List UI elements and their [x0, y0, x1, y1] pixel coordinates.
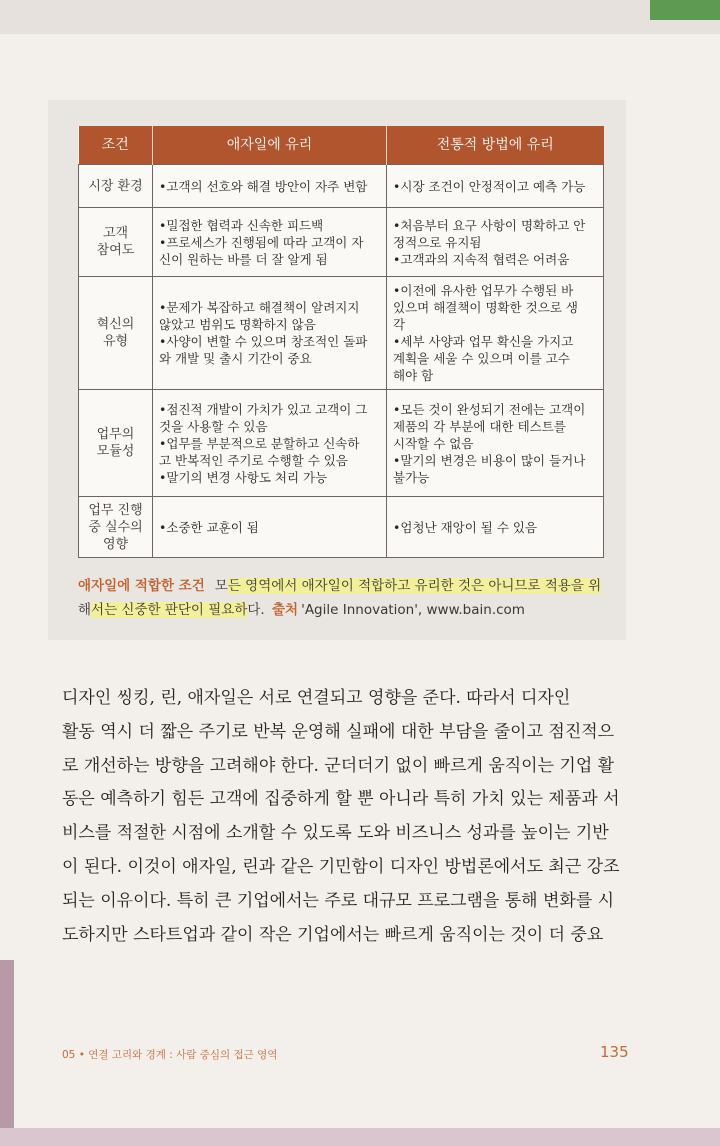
caption-text-pre2: 해	[78, 602, 92, 618]
body-line: 동은 예측하기 힘든 고객에 집중하게 할 뿐 아니라 특히 가치 있는 제품과 서	[62, 789, 620, 810]
table-row	[79, 497, 604, 558]
cell-line: 혁신의	[96, 317, 135, 332]
table-row	[79, 390, 604, 497]
page-number: 135	[600, 1043, 629, 1061]
body-line: 로 개선하는 방향을 고려해야 한다. 군더더기 없이 빠르게 움직이는 기업 활	[62, 755, 615, 776]
cell-line: •업무를 부분적으로 분할하고 신속하	[159, 435, 360, 451]
cell-line: •고객과의 지속적 협력은 어려움	[393, 251, 570, 267]
cell-line: 해야 함	[393, 368, 434, 383]
condition-cell	[79, 497, 153, 558]
cell-line: 참여도	[96, 243, 135, 258]
condition-cell	[79, 208, 153, 277]
comparison-table	[78, 126, 604, 558]
body-line: 비스를 적절한 시점에 소개할 수 있도록 도와 비즈니스 성과를 높이는 기반	[62, 823, 609, 844]
cell-line: 시작할 수 없음	[393, 435, 474, 451]
caption-highlight-1: 든 영역에서 애자일이 적합하고 유리한 것은 아니므로 적용을 위	[227, 578, 602, 594]
cell-line: 시장 환경	[88, 178, 143, 194]
bottom-cover-edge	[0, 1128, 720, 1146]
cell-line: •소중한 교훈이 됨	[159, 519, 259, 535]
agile-cell	[153, 497, 387, 558]
body-line: 되는 이유이다. 특히 큰 기업에서는 주로 대규모 프로그램을 통해 변화를 시	[62, 890, 615, 911]
body-paragraph	[62, 682, 634, 952]
cell-line: •세부 사양과 업무 확신을 가지고	[393, 334, 574, 349]
cell-line: 중 실수의	[88, 519, 143, 535]
cell-line: 고객	[102, 226, 129, 241]
cell-line: 와 개발 및 출시 기간이 중요	[159, 351, 312, 366]
condition-cell	[79, 277, 153, 390]
table-row	[79, 165, 604, 208]
body-line: 이 된다. 이것이 애자일, 린과 같은 기민함이 디자인 방법론에서도 최근 강조	[62, 856, 620, 877]
cell-line: 업무 진행	[88, 502, 143, 518]
book-cover-corner	[650, 0, 720, 20]
table-caption	[78, 574, 608, 622]
cell-line: •시장 조건이 안정적이고 예측 가능	[393, 178, 586, 194]
cell-line: 것을 사용할 수 있음	[159, 418, 268, 434]
condition-cell	[79, 165, 153, 208]
cell-line: 각	[393, 317, 406, 332]
cell-line: 있으며 해결책이 명확한 것으로 생	[393, 300, 578, 315]
source-label: 출처	[272, 602, 299, 618]
table-header-row	[79, 126, 604, 165]
header-traditional: 전통적 방법에 유리	[387, 126, 604, 165]
caption-text-pre1: 모	[214, 578, 228, 594]
cell-line: 신이 원하는 바를 더 잘 알게 됨	[159, 251, 328, 267]
cell-line: •고객의 선호와 해결 방안이 자주 변함	[159, 178, 368, 194]
left-cover-edge	[0, 960, 14, 1146]
traditional-cell	[387, 277, 604, 390]
agile-cell	[153, 390, 387, 497]
traditional-cell	[387, 165, 604, 208]
caption-text-post2: 다.	[247, 602, 265, 618]
cell-line: •엄청난 재앙이 될 수 있음	[393, 519, 538, 535]
cell-line: •밀접한 협력과 신속한 피드백	[159, 217, 324, 233]
cell-line: 유형	[102, 334, 129, 349]
running-footer: 05 • 연결 고리와 경계 : 사람 중심의 접근 영역	[62, 1049, 278, 1061]
cell-line: •처음부터 요구 사항이 명확하고 안	[393, 217, 586, 233]
cell-line: •말기의 변경은 비용이 많이 들거나	[393, 452, 586, 468]
body-line: 디자인 씽킹, 린, 애자일은 서로 연결되고 영향을 준다. 따라서 디자인	[62, 688, 571, 708]
cell-line: 모듈성	[96, 444, 135, 459]
table-row	[79, 277, 604, 390]
agile-cell	[153, 165, 387, 208]
cell-line: 정적으로 유지됨	[393, 234, 482, 250]
header-condition: 조건	[79, 126, 153, 165]
caption-title: 애자일에 적합한 조건	[78, 578, 205, 594]
cell-line: •프로세스가 진행됨에 따라 고객이 자	[159, 234, 364, 250]
cell-line: •이전에 유사한 업무가 수행된 바	[393, 283, 574, 298]
header-agile: 애자일에 유리	[153, 126, 387, 165]
body-line: 도하지만 스타트업과 같이 작은 기업에서는 빠르게 움직이는 것이 더 중요	[62, 924, 604, 945]
cell-line: 고 반복적인 주기로 수행할 수 있음	[159, 452, 348, 468]
traditional-cell	[387, 208, 604, 277]
condition-cell	[79, 390, 153, 497]
cell-line: 제품의 각 부분에 대한 테스트를	[393, 418, 566, 434]
cell-line: 계획을 세울 수 있으며 이를 고수	[393, 351, 570, 366]
cell-line: •문제가 복잡하고 해결책이 알려지지	[159, 300, 360, 315]
top-page-edge	[0, 0, 720, 34]
cell-line: •사양이 변할 수 있으며 창조적인 돌파	[159, 334, 368, 349]
table-row	[79, 208, 604, 277]
cell-line: 업무의	[96, 427, 135, 442]
cell-line: •모든 것이 완성되기 전에는 고객이	[393, 401, 586, 417]
body-line: 활동 역시 더 짧은 주기로 반복 운영해 실패에 대한 부담을 줄이고 점진적으	[62, 721, 615, 742]
cell-line: •말기의 변경 사항도 처리 가능	[159, 469, 328, 485]
cell-line: 영향	[102, 536, 129, 552]
traditional-cell	[387, 497, 604, 558]
agile-cell	[153, 277, 387, 390]
agile-cell	[153, 208, 387, 277]
traditional-cell	[387, 390, 604, 497]
cell-line: 않았고 범위도 명확하지 않음	[159, 317, 316, 332]
caption-highlight-2: 서는 신중한 판단이 필요하	[91, 602, 248, 618]
cell-line: 불가능	[393, 469, 430, 485]
source-text: 'Agile Innovation', www.bain.com	[301, 602, 525, 618]
cell-line: •점진적 개발이 가치가 있고 고객이 그	[159, 401, 368, 417]
